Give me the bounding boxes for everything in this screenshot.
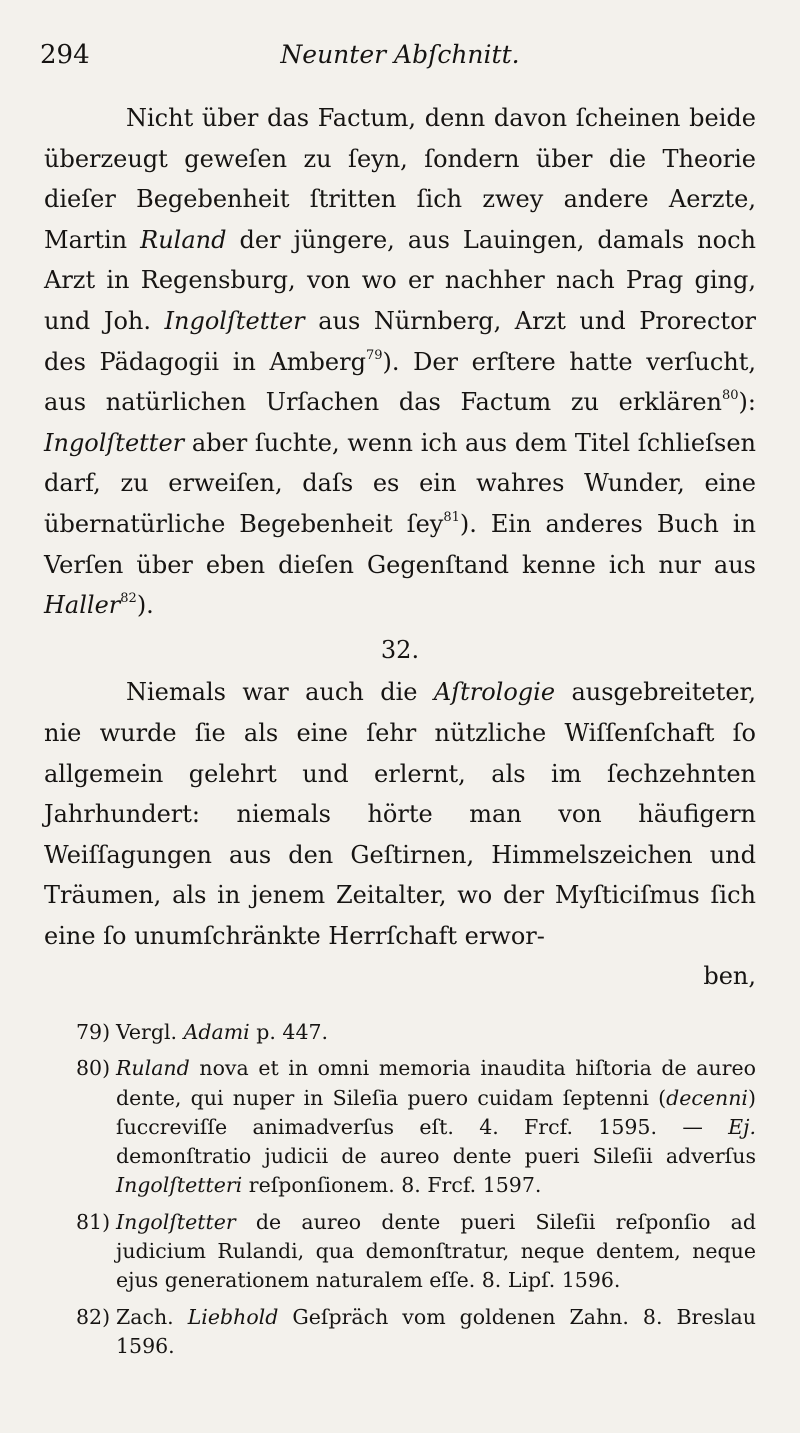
paragraph-text: ): [738, 388, 756, 417]
footnote-ref-81: 81 [443, 509, 460, 525]
footnote-ref-80: 80 [722, 388, 739, 404]
section-number: 32. [380, 635, 420, 664]
footnote-italic: Ingolſtetteri [116, 1173, 243, 1198]
footnote-80 [76, 1054, 756, 1200]
paragraph-text: der jüngere, aus Lauingen, damals noch Arzt in Regensburg, von wo er nachher nach Prag ging, und Joh. [44, 225, 756, 335]
footnote-italic: decenni [666, 1085, 748, 1110]
page-number: 294 [40, 40, 90, 70]
paragraph-text: ). [136, 591, 154, 620]
footnote-81 [76, 1208, 756, 1296]
name-ingolstetter: Ingolſtetter [164, 306, 305, 335]
footnote-text: Zach. [116, 1304, 188, 1329]
paragraph-text: ). Der erſtere hatte verſucht, aus natürlichen Urſachen das Factum zu erklären [44, 347, 756, 417]
footnote-italic: Liebhold [187, 1304, 279, 1329]
paragraph-text: aus Nürnberg, Arzt und Prorector des Pädagogii in Amberg [44, 306, 756, 376]
term-astrologie: Aſtrologie [433, 678, 556, 707]
footnote-text: ) ſuccreviſſe animadverſus eſt. 4. Frcf. 1595. — [116, 1085, 756, 1139]
footnote-italic: Ruland [116, 1056, 190, 1081]
footnote-mark: 81) [76, 1209, 111, 1234]
footnote-mark: 79) [76, 1020, 111, 1044]
name-haller: Haller [44, 591, 121, 620]
paragraph-text: Nicht über das Factum, denn davon ſcheinen beide überzeugt geweſen zu ſeyn, ſondern über die Theorie dieſer Begebenheit ſtritten ſich zwey andere Aerzte, Martin [44, 104, 756, 254]
paragraph-text: ausgebreiteter, nie wurde ſie als eine ſehr nützliche Wiſſenſchaft ſo allgemein gelehrt und erlernt, als im ſechzehnten Jahrhundert: niemals hörte man von häufigern Weiſſagungen aus den Geſtirnen, Himmelszeichen und Träumen, als in jenem Zeitalter, wo der Myſticiſmus ſich eine ſo unumſchränkte Herrſchaft erwor- [44, 678, 756, 950]
name-ruland: Ruland [140, 225, 227, 254]
paragraph-2 [44, 672, 756, 956]
footnote-text: nova et in omni memoria inaudita hiſtoria de aureo dente, qui nuper in Sileſia puero cuidam ſeptenni ( [116, 1056, 756, 1110]
footnote-text: p. 447. [249, 1020, 329, 1044]
page-header [40, 40, 760, 80]
footnote-82 [76, 1303, 756, 1362]
paragraph-1 [44, 98, 756, 626]
name-ingolstetter: Ingolſtetter [44, 428, 185, 457]
footnote-mark: 80) [76, 1056, 111, 1081]
footnote-italic: Ej. [728, 1114, 756, 1139]
paragraph-text: Niemals war auch die [126, 678, 434, 707]
footnote-italic: Ingolſtetter [116, 1209, 236, 1234]
footnote-text: demonſtratio judicii de aureo dente pueri Sileſii adverſus [116, 1144, 756, 1169]
footnote-79 [76, 1018, 756, 1047]
footnote-mark: 82) [76, 1304, 111, 1329]
running-head: Neunter Abſchnitt. [280, 40, 520, 69]
footnote-text: de aureo dente pueri Sileſii reſponſio ad judicium Rulandi, qua demonſtratur, neque dentem, neque ejus generationem naturalem eſſe. 8. Lipſ. 1596. [116, 1209, 756, 1293]
footnotes [76, 1018, 756, 1368]
footnote-text: Vergl. [116, 1020, 184, 1044]
footnote-text: Geſpräch vom goldenen Zahn. 8. Breslau 1596. [116, 1304, 756, 1358]
footnote-italic: Adami [183, 1020, 250, 1044]
footnote-ref-82: 82 [120, 591, 137, 607]
footnote-ref-79: 79 [365, 347, 383, 363]
paragraph-text: ). Ein anderes Buch in Verſen über eben dieſen Gegenſtand kenne ich nur aus [44, 509, 757, 579]
footnote-text: reſponſionem. 8. Frcf. 1597. [242, 1173, 542, 1198]
catchword: ben, [703, 962, 756, 991]
paragraph-text: aber ſuchte, wenn ich aus dem Titel ſchlieſsen darf, zu erweiſen, daſs es ein wahres Wunder, eine übernatürliche Begebenheit ſey [44, 428, 756, 538]
main-text [44, 98, 756, 997]
